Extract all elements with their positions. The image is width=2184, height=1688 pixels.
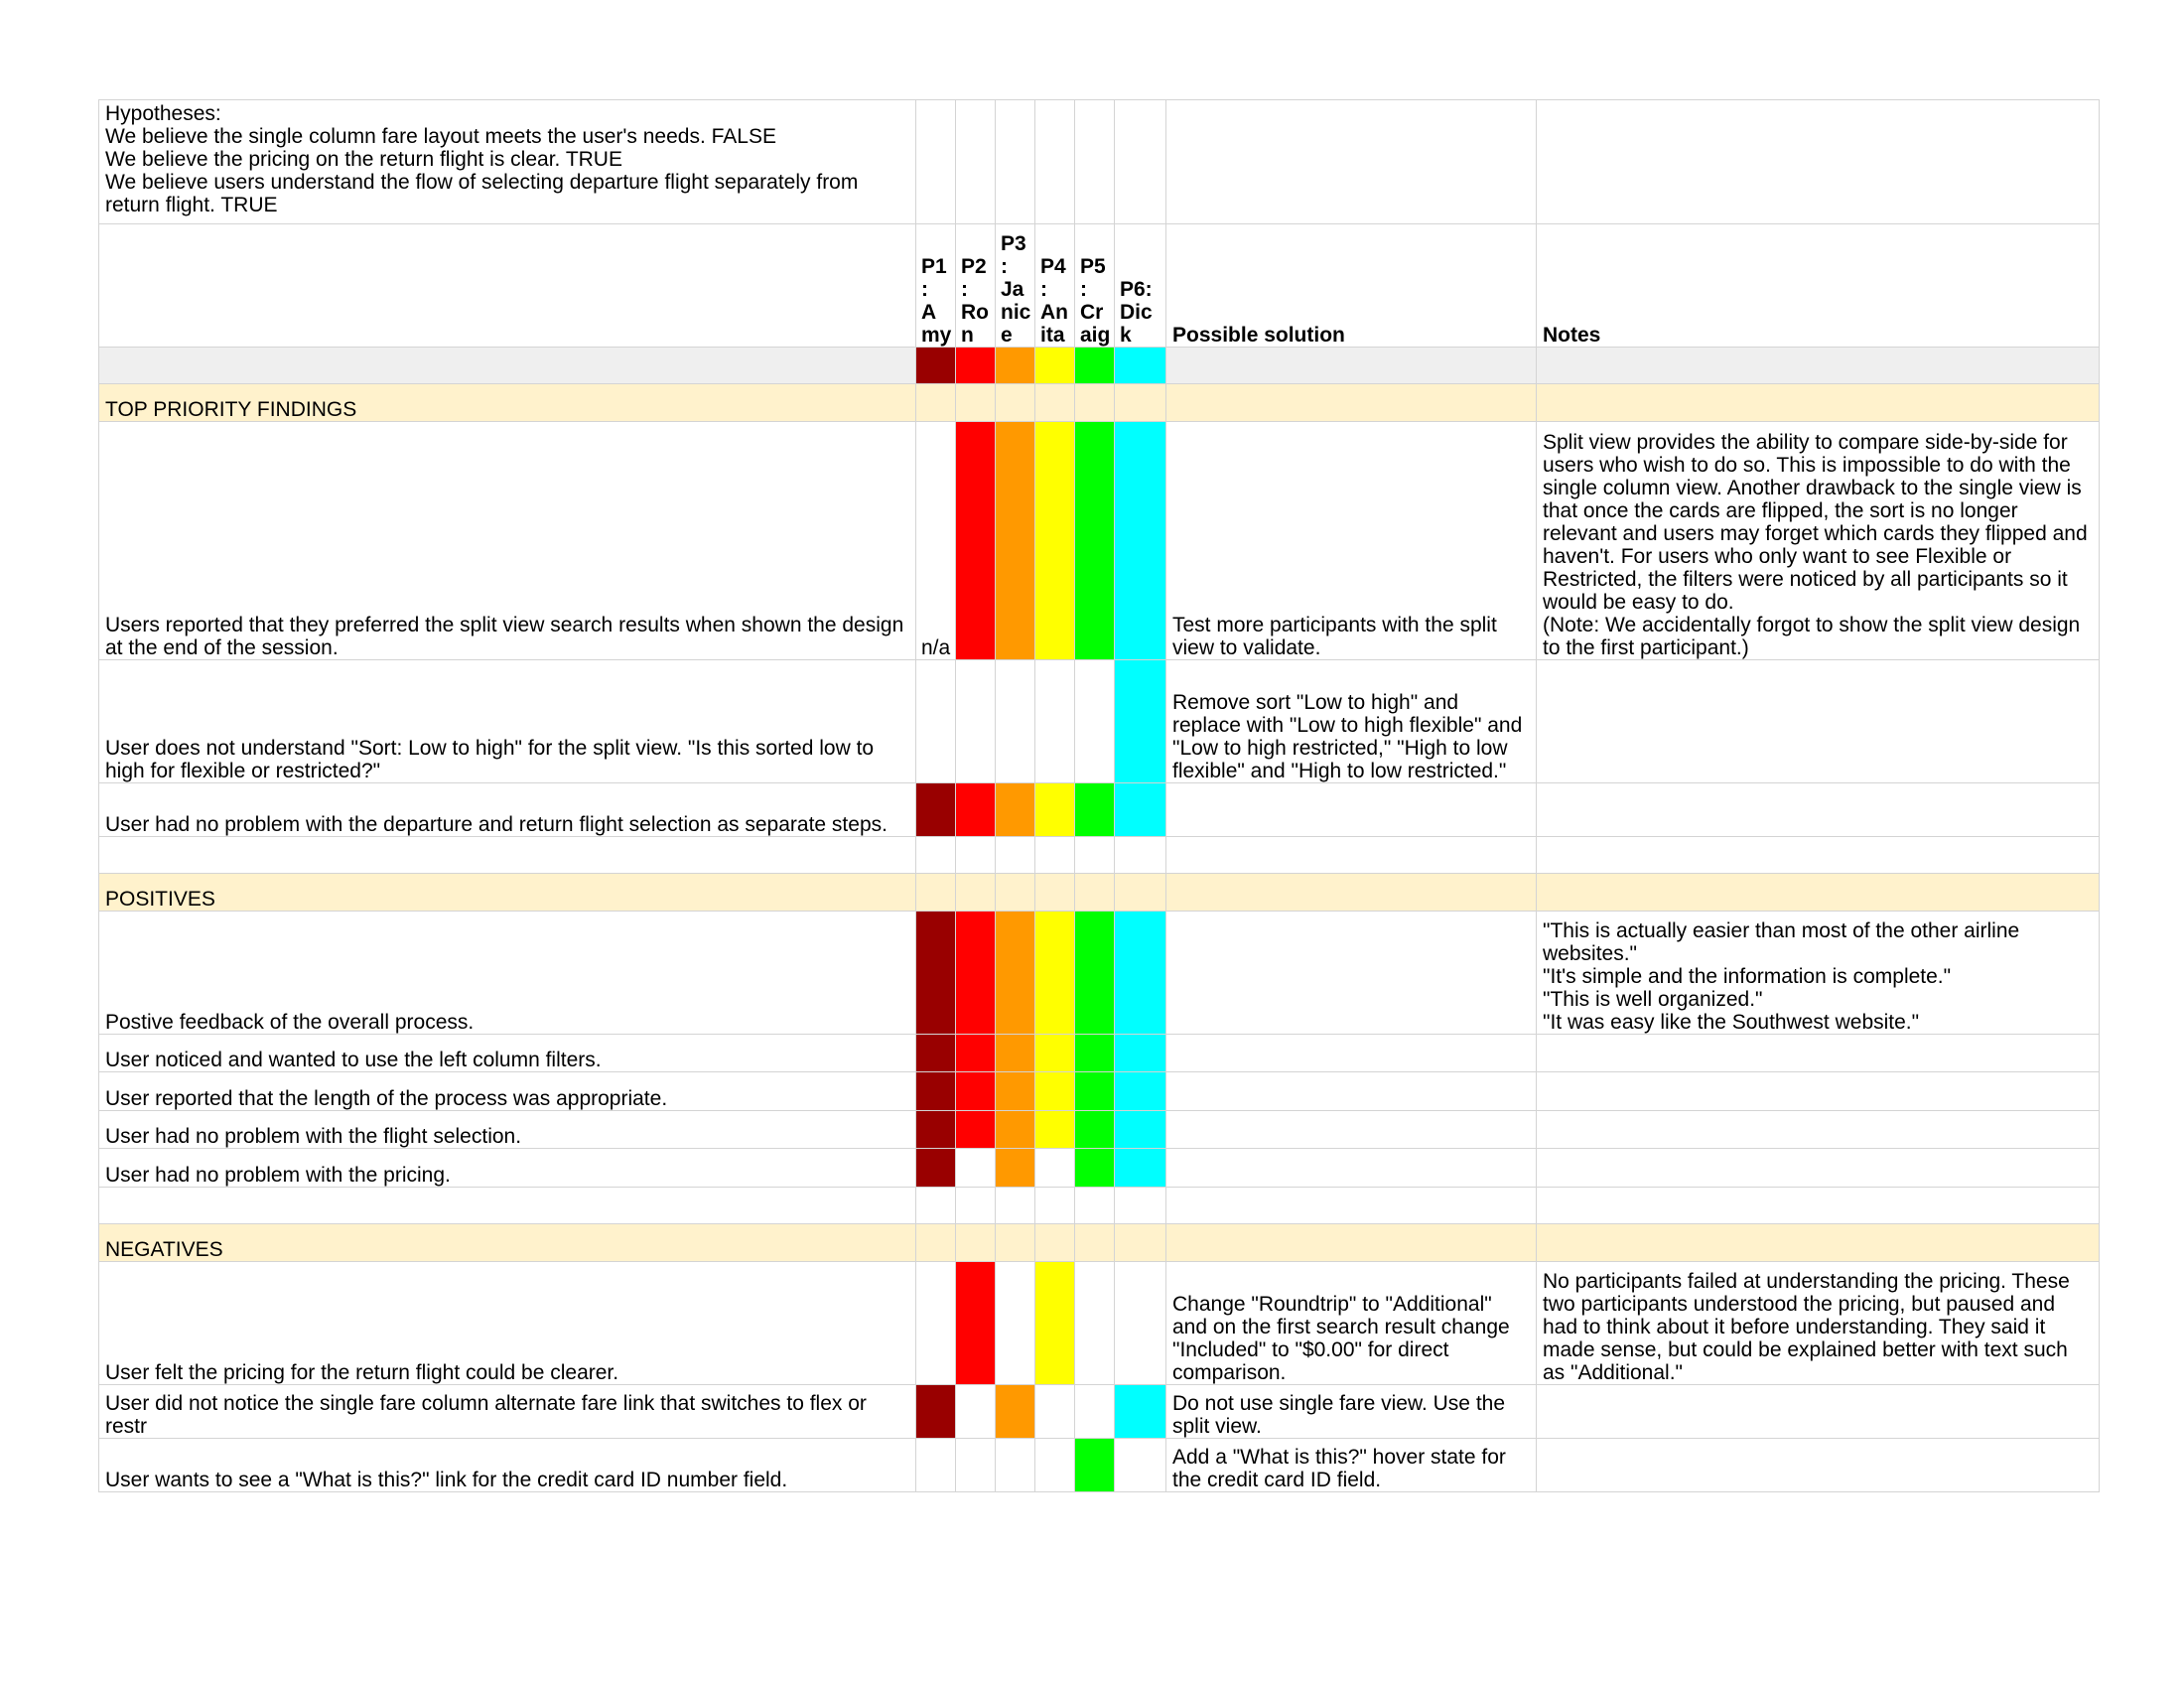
participant-empty-p4	[1035, 1149, 1075, 1188]
participant-mark-p2	[956, 912, 996, 1035]
finding-text: Users reported that they preferred the split view search results when shown the design at the end of the session.	[99, 422, 916, 660]
participant-mark-p6	[1115, 422, 1166, 660]
participant-header-p3: P3 : Ja nic e	[996, 224, 1035, 348]
findings-table	[98, 99, 2100, 1492]
hypotheses-row	[99, 100, 2100, 224]
notes-header: Notes	[1537, 224, 2100, 348]
finding-text: User does not understand "Sort: Low to high" for the split view. "Is this sorted low to high for flexible or restricted?"	[99, 660, 916, 783]
top-priority-section-row	[99, 384, 2100, 422]
solution-text	[1166, 912, 1537, 1035]
participant-mark-p3	[996, 912, 1035, 1035]
participant-mark-p5	[1075, 1439, 1115, 1492]
color-key-p3	[996, 348, 1035, 384]
finding-text: User had no problem with the pricing.	[99, 1149, 916, 1188]
finding-row	[99, 1385, 2100, 1439]
participant-header-p5: P5 : Cr aig	[1075, 224, 1115, 348]
finding-row	[99, 422, 2100, 660]
participant-mark-p6	[1115, 1149, 1166, 1188]
finding-text: User reported that the length of the process was appropriate.	[99, 1072, 916, 1111]
color-key-p5	[1075, 348, 1115, 384]
participant-mark-p6	[1115, 1035, 1166, 1072]
solution-text: Remove sort "Low to high" and replace with "Low to high flexible" and "Low to high restricted," "High to low flexible" and "High to low restricted."	[1166, 660, 1537, 783]
participant-mark-p1	[916, 1035, 956, 1072]
notes-text: No participants failed at understanding the pricing. These two participants understood the pricing, but paused and had to think about it before understanding. They said it made sense, but could be explained better with text such as "Additional."	[1537, 1262, 2100, 1385]
participant-empty-p1: n/a	[916, 422, 956, 660]
finding-row	[99, 1035, 2100, 1072]
top-priority-section-title: TOP PRIORITY FINDINGS	[99, 384, 916, 422]
notes-text	[1537, 1439, 2100, 1492]
participant-empty-p2	[956, 1149, 996, 1188]
participant-empty-p4	[1035, 1385, 1075, 1439]
negatives-section-title: NEGATIVES	[99, 1224, 916, 1262]
finding-text: User noticed and wanted to use the left column filters.	[99, 1035, 916, 1072]
finding-text: User had no problem with the flight selection.	[99, 1111, 916, 1149]
color-key-p1	[916, 348, 956, 384]
participant-mark-p1	[916, 1149, 956, 1188]
finding-row	[99, 783, 2100, 837]
participant-empty-p6	[1115, 1439, 1166, 1492]
solution-text: Add a "What is this?" hover state for the credit card ID field.	[1166, 1439, 1537, 1492]
notes-text	[1537, 1035, 2100, 1072]
notes-text	[1537, 1385, 2100, 1439]
participant-mark-p1	[916, 1111, 956, 1149]
participant-mark-p5	[1075, 1111, 1115, 1149]
solution-text	[1166, 1035, 1537, 1072]
participant-mark-p6	[1115, 1385, 1166, 1439]
notes-text	[1537, 1111, 2100, 1149]
participant-empty-p2	[956, 1439, 996, 1492]
participant-header-p4: P4 : An ita	[1035, 224, 1075, 348]
solution-text	[1166, 1072, 1537, 1111]
participant-empty-p6	[1115, 1262, 1166, 1385]
participant-empty-p5	[1075, 1385, 1115, 1439]
participant-empty-p5	[1075, 1262, 1115, 1385]
solution-text: Change "Roundtrip" to "Additional" and on the first search result change "Included" to "$0.00" for direct comparison.	[1166, 1262, 1537, 1385]
positives-section-title: POSITIVES	[99, 874, 916, 912]
header-row	[99, 224, 2100, 348]
participant-empty-p3	[996, 660, 1035, 783]
finding-row	[99, 912, 2100, 1035]
color-key-p6	[1115, 348, 1166, 384]
hypotheses-cell: Hypotheses: We believe the single column fare layout meets the user's needs. FALSE We believe the pricing on the return flight is clear. TRUE We believe users understand the flow of selecting departure flight separately from return flight. TRUE	[99, 100, 916, 224]
color-key-p2	[956, 348, 996, 384]
participant-mark-p2	[956, 1262, 996, 1385]
participant-mark-p1	[916, 1072, 956, 1111]
solution-text	[1166, 1111, 1537, 1149]
participant-mark-p2	[956, 1072, 996, 1111]
color-key-row	[99, 348, 2100, 384]
positives-section-row	[99, 874, 2100, 912]
participant-mark-p3	[996, 422, 1035, 660]
notes-text: "This is actually easier than most of the other airline websites." "It's simple and the information is complete." "This is well organized." "It was easy like the Southwest website."	[1537, 912, 2100, 1035]
finding-text: User did not notice the single fare column alternate fare link that switches to flex or restr	[99, 1385, 916, 1439]
participant-mark-p4	[1035, 783, 1075, 837]
participant-empty-p1	[916, 660, 956, 783]
participant-mark-p6	[1115, 783, 1166, 837]
color-key-p4	[1035, 348, 1075, 384]
finding-row	[99, 1262, 2100, 1385]
notes-text	[1537, 660, 2100, 783]
finding-text: User wants to see a "What is this?" link for the credit card ID number field.	[99, 1439, 916, 1492]
participant-empty-p3	[996, 1262, 1035, 1385]
participant-mark-p5	[1075, 422, 1115, 660]
participant-mark-p3	[996, 1385, 1035, 1439]
participant-header-p6: P6: Dic k	[1115, 224, 1166, 348]
participant-mark-p4	[1035, 1262, 1075, 1385]
participant-mark-p3	[996, 1149, 1035, 1188]
solution-header: Possible solution	[1166, 224, 1537, 348]
participant-mark-p4	[1035, 1035, 1075, 1072]
participant-mark-p6	[1115, 660, 1166, 783]
spacer-row	[99, 1188, 2100, 1224]
participant-mark-p5	[1075, 1149, 1115, 1188]
participant-mark-p5	[1075, 783, 1115, 837]
participant-mark-p1	[916, 912, 956, 1035]
participant-mark-p3	[996, 1072, 1035, 1111]
participant-mark-p3	[996, 1111, 1035, 1149]
participant-empty-p2	[956, 660, 996, 783]
solution-text: Test more participants with the split view to validate.	[1166, 422, 1537, 660]
participant-mark-p5	[1075, 912, 1115, 1035]
participant-empty-p1	[916, 1262, 956, 1385]
finding-row	[99, 660, 2100, 783]
participant-mark-p4	[1035, 912, 1075, 1035]
notes-text	[1537, 1072, 2100, 1111]
notes-text: Split view provides the ability to compare side-by-side for users who wish to do so. This is impossible to do with the single column view. Another drawback to the single view is that once the cards are flipped, the sort is no longer relevant and users may forget which cards they flipped and haven't. For users who only want to see Flexible or Restricted, the filters were noticed by all participants so it would be easy to do. (Note: We accidentally forgot to show the split view design to the first participant.)	[1537, 422, 2100, 660]
solution-text	[1166, 783, 1537, 837]
participant-mark-p5	[1075, 1035, 1115, 1072]
finding-text: Postive feedback of the overall process.	[99, 912, 916, 1035]
participant-mark-p5	[1075, 1072, 1115, 1111]
participant-mark-p4	[1035, 422, 1075, 660]
participant-mark-p2	[956, 1035, 996, 1072]
participant-empty-p4	[1035, 1439, 1075, 1492]
solution-text: Do not use single fare view. Use the split view.	[1166, 1385, 1537, 1439]
participant-mark-p3	[996, 1035, 1035, 1072]
participant-empty-p5	[1075, 660, 1115, 783]
participant-empty-p2	[956, 1385, 996, 1439]
participant-mark-p3	[996, 783, 1035, 837]
finding-text: User had no problem with the departure and return flight selection as separate steps.	[99, 783, 916, 837]
participant-mark-p6	[1115, 1111, 1166, 1149]
participant-empty-p3	[996, 1439, 1035, 1492]
finding-row	[99, 1149, 2100, 1188]
participant-header-p2: P2 : Ro n	[956, 224, 996, 348]
participant-empty-p1	[916, 1439, 956, 1492]
participant-mark-p2	[956, 1111, 996, 1149]
participant-mark-p4	[1035, 1072, 1075, 1111]
participant-mark-p4	[1035, 1111, 1075, 1149]
finding-row	[99, 1111, 2100, 1149]
finding-text: User felt the pricing for the return flight could be clearer.	[99, 1262, 916, 1385]
finding-row	[99, 1439, 2100, 1492]
finding-row	[99, 1072, 2100, 1111]
participant-empty-p4	[1035, 660, 1075, 783]
participant-mark-p1	[916, 1385, 956, 1439]
notes-text	[1537, 783, 2100, 837]
participant-mark-p2	[956, 422, 996, 660]
notes-text	[1537, 1149, 2100, 1188]
participant-header-p1: P1 : A my	[916, 224, 956, 348]
solution-text	[1166, 1149, 1537, 1188]
participant-mark-p2	[956, 783, 996, 837]
participant-mark-p6	[1115, 912, 1166, 1035]
spacer-row	[99, 837, 2100, 874]
participant-mark-p6	[1115, 1072, 1166, 1111]
negatives-section-row	[99, 1224, 2100, 1262]
participant-mark-p1	[916, 783, 956, 837]
